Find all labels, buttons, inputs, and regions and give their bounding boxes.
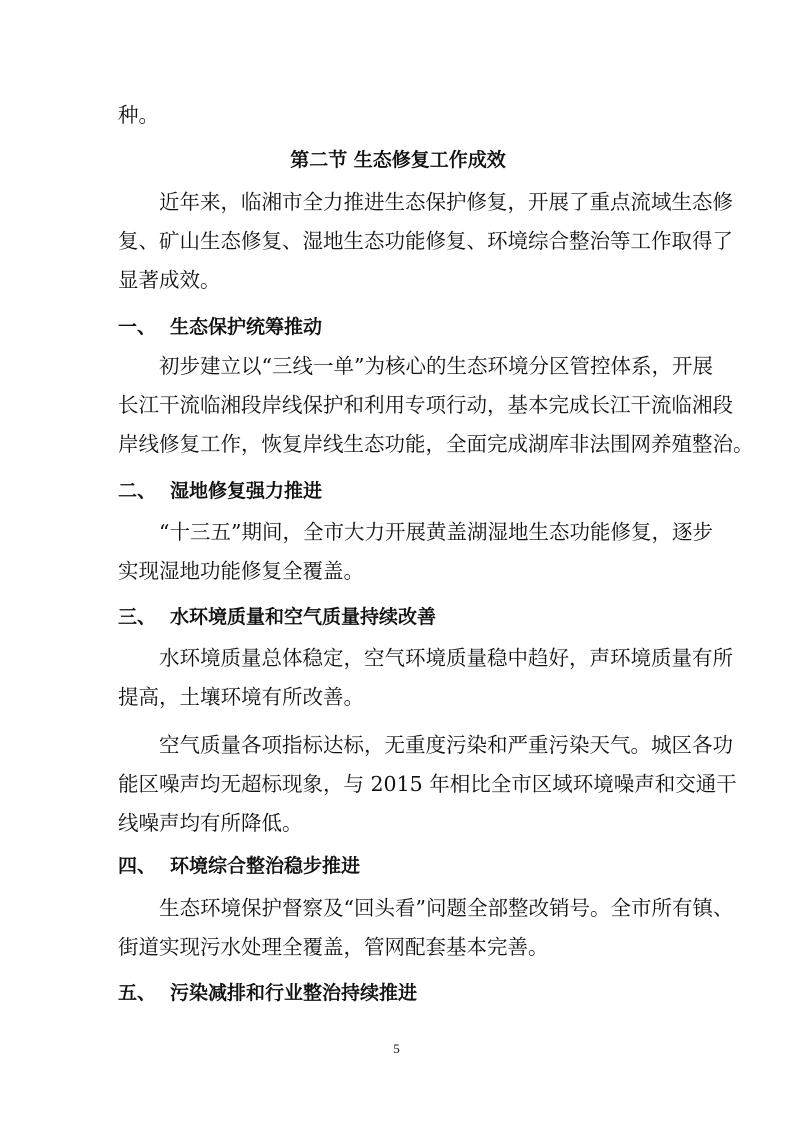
text-line: 近年来，临湘市全力推进生态保护修复，开展了重点流域生态修 bbox=[159, 190, 733, 214]
text-line: 显著成效。 bbox=[118, 268, 221, 292]
paragraph-5 bbox=[118, 889, 734, 967]
heading-title: 湿地修复强力推进 bbox=[170, 480, 323, 502]
heading-title: 生态保护统筹推动 bbox=[170, 316, 323, 338]
text-line: 空气质量各项指标达标，无重度污染和严重污染天气。城区各功 bbox=[159, 733, 733, 757]
heading-4 bbox=[118, 852, 360, 880]
carry-over-paragraph bbox=[118, 96, 678, 135]
text-line: 复、矿山生态修复、湿地生态功能修复、环境综合整治等工作取得了 bbox=[118, 229, 733, 253]
paragraph-4 bbox=[118, 726, 737, 843]
paragraph-3 bbox=[118, 639, 733, 717]
text-line: 水环境质量总体稳定，空气环境质量稳中趋好，声环境质量有所 bbox=[159, 646, 733, 670]
heading-3 bbox=[118, 603, 436, 631]
text-line: 线噪声均有所降低。 bbox=[118, 811, 303, 835]
text-line: 岸线修复工作，恢复岸线生态功能，全面完成湖库非法围网养殖整治。 bbox=[118, 432, 754, 456]
heading-title: 水环境质量和空气质量持续改善 bbox=[170, 606, 437, 628]
section-title: 第二节 生态修复工作成效 bbox=[290, 149, 506, 171]
heading-title: 环境综合整治稳步推进 bbox=[170, 855, 361, 877]
heading-2 bbox=[118, 477, 322, 505]
text-line: 种。 bbox=[118, 103, 159, 127]
text-line: 长江干流临湘段岸线保护和利用专项行动，基本完成长江干流临湘段 bbox=[118, 393, 733, 417]
heading-number: 五、 bbox=[118, 982, 157, 1004]
heading-5 bbox=[118, 979, 417, 1007]
heading-number: 一、 bbox=[118, 316, 157, 338]
heading-number: 三、 bbox=[118, 606, 157, 628]
text-line: 提高，土壤环境有所改善。 bbox=[118, 685, 364, 709]
text-line: 实现湿地功能修复全覆盖。 bbox=[118, 559, 364, 583]
text-line: 能区噪声均无超标现象，与 2015 年相比全市区域环境噪声和交通干 bbox=[118, 772, 737, 796]
paragraph-2 bbox=[118, 513, 713, 591]
intro-paragraph bbox=[118, 183, 733, 300]
heading-1 bbox=[118, 313, 322, 341]
heading-title: 污染减排和行业整治持续推进 bbox=[170, 982, 418, 1004]
text-line: 生态环境保护督察及“回头看”问题全部整改销号。全市所有镇、 bbox=[159, 896, 734, 920]
text-line: 初步建立以“三线一单”为核心的生态环境分区管控体系，开展 bbox=[159, 354, 713, 378]
paragraph-1 bbox=[118, 347, 754, 464]
heading-number: 二、 bbox=[118, 480, 157, 502]
text-line: “十三五”期间，全市大力开展黄盖湖湿地生态功能修复，逐步 bbox=[159, 520, 713, 544]
text-line: 街道实现污水处理全覆盖，管网配套基本完善。 bbox=[118, 935, 549, 959]
heading-number: 四、 bbox=[118, 855, 157, 877]
page-number: 5 bbox=[393, 1041, 400, 1056]
